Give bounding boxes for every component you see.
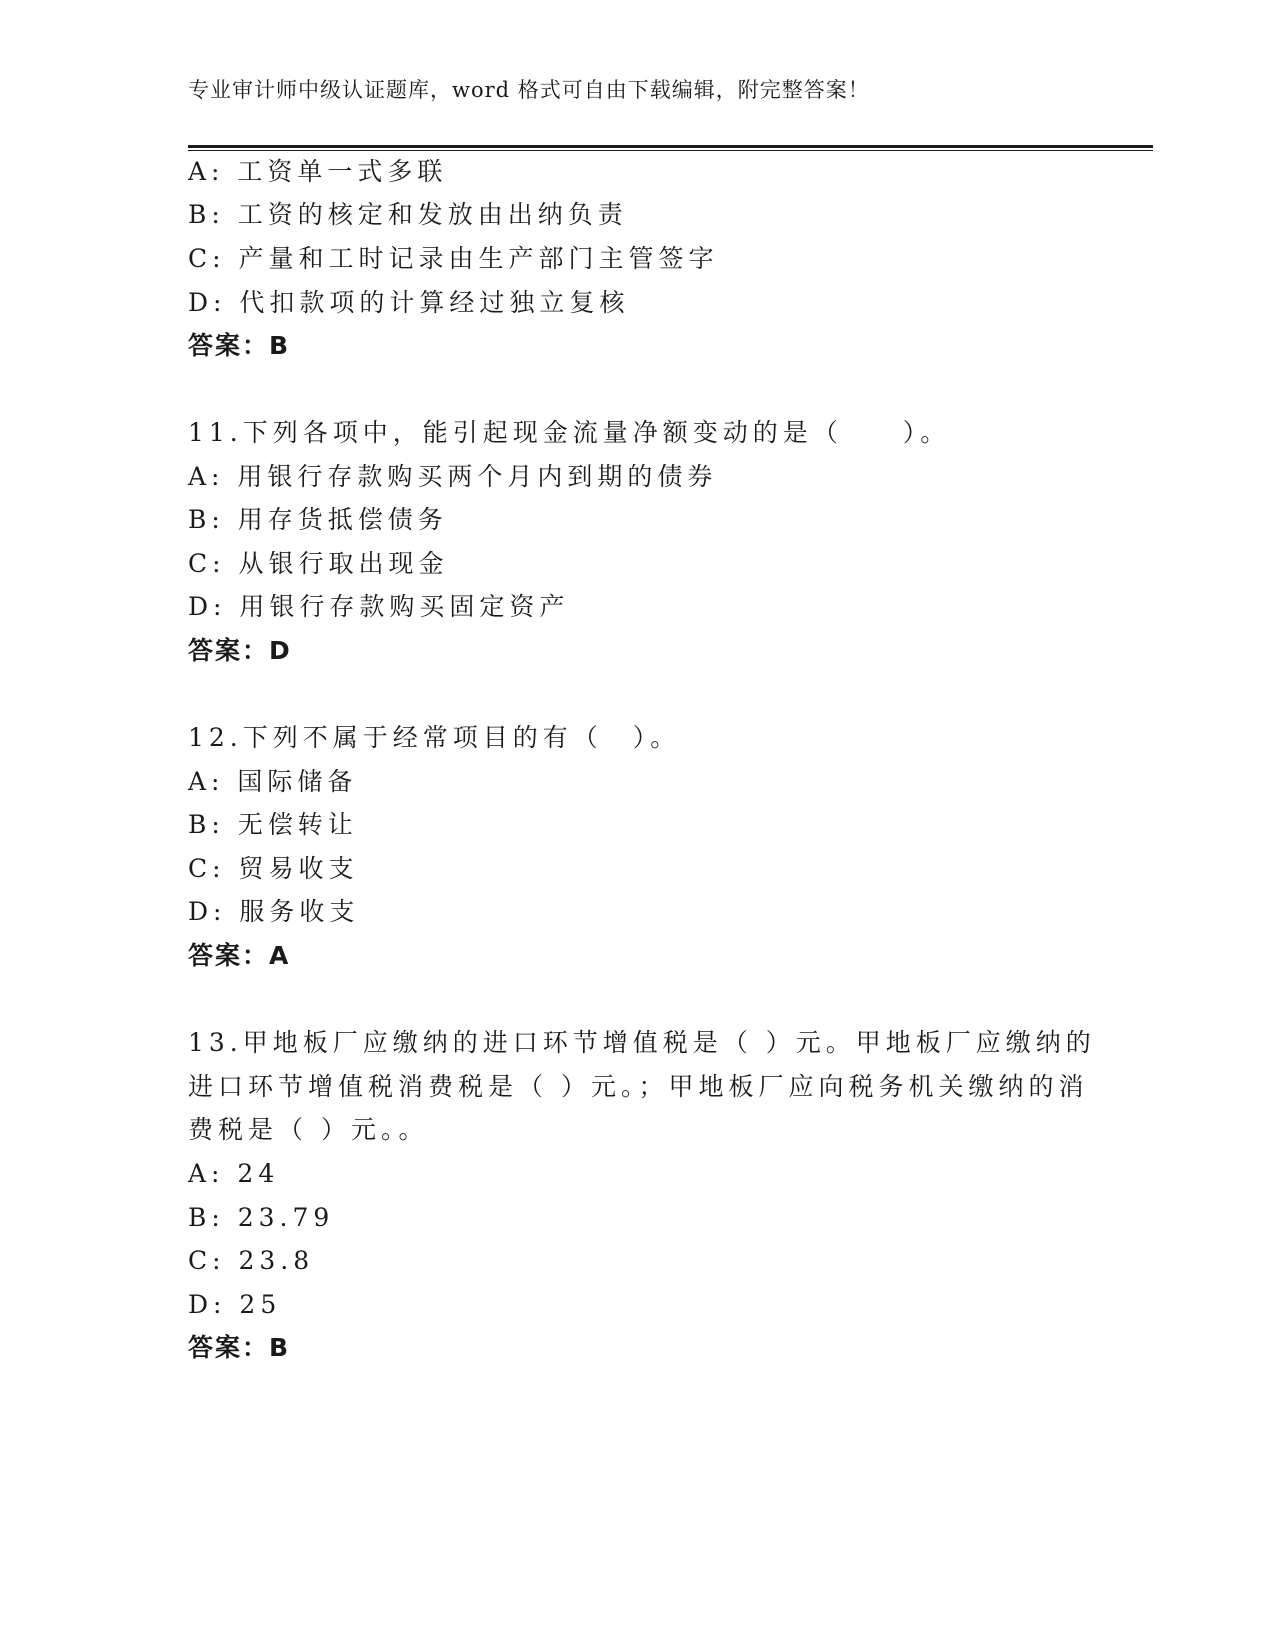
q11-question: 11.下列各项中，能引起现金流量净额变动的是（ ）。 xyxy=(188,418,951,447)
q12-question: 12.下列不属于经常项目的有（ ）。 xyxy=(188,723,681,752)
q10-answer: 答案：B xyxy=(188,331,291,360)
header-divider xyxy=(188,145,1153,151)
header-divider-thick xyxy=(188,145,1153,148)
page-header-text: 专业审计师中级认证题库，word 格式可自由下载编辑，附完整答案！ xyxy=(188,78,870,102)
q13-option-c: C: 23.8 xyxy=(188,1246,315,1275)
header-divider-thin xyxy=(188,150,1153,151)
q13-question-line-3: 费税是（ ）元。。 xyxy=(188,1115,429,1144)
q10-option-c: C: 产量和工时记录由生产部门主管签字 xyxy=(188,244,719,273)
q11-option-a: A: 用银行存款购买两个月内到期的债券 xyxy=(188,462,718,491)
q10-option-b: B: 工资的核定和发放由出纳负责 xyxy=(188,200,628,229)
q12-option-b: B: 无偿转让 xyxy=(188,810,358,839)
q11-option-b: B: 用存货抵偿债务 xyxy=(188,505,448,534)
q11-answer: 答案：D xyxy=(188,636,292,665)
q13-option-b: B: 23.79 xyxy=(188,1203,335,1232)
q13-question-line-1: 13.甲地板厂应缴纳的进口环节增值税是（ ）元。甲地板厂应缴纳的 xyxy=(188,1028,1096,1057)
q11-option-d: D: 用银行存款购买固定资产 xyxy=(188,592,570,621)
q10-option-d: D: 代扣款项的计算经过独立复核 xyxy=(188,288,630,317)
q13-answer: 答案：B xyxy=(188,1333,291,1362)
q13-question-line-2: 进口环节增值税消费税是（ ）元。；甲地板厂应向税务机关缴纳的消 xyxy=(188,1072,1089,1101)
q13-option-a: A: 24 xyxy=(188,1159,280,1188)
q13-option-d: D: 25 xyxy=(188,1290,282,1319)
q12-option-d: D: 服务收支 xyxy=(188,897,360,926)
q12-answer: 答案：A xyxy=(188,941,291,970)
q12-option-a: A: 国际储备 xyxy=(188,767,358,796)
q12-option-c: C: 贸易收支 xyxy=(188,854,359,883)
q10-option-a: A: 工资单一式多联 xyxy=(188,157,448,186)
q11-option-c: C: 从银行取出现金 xyxy=(188,549,449,578)
